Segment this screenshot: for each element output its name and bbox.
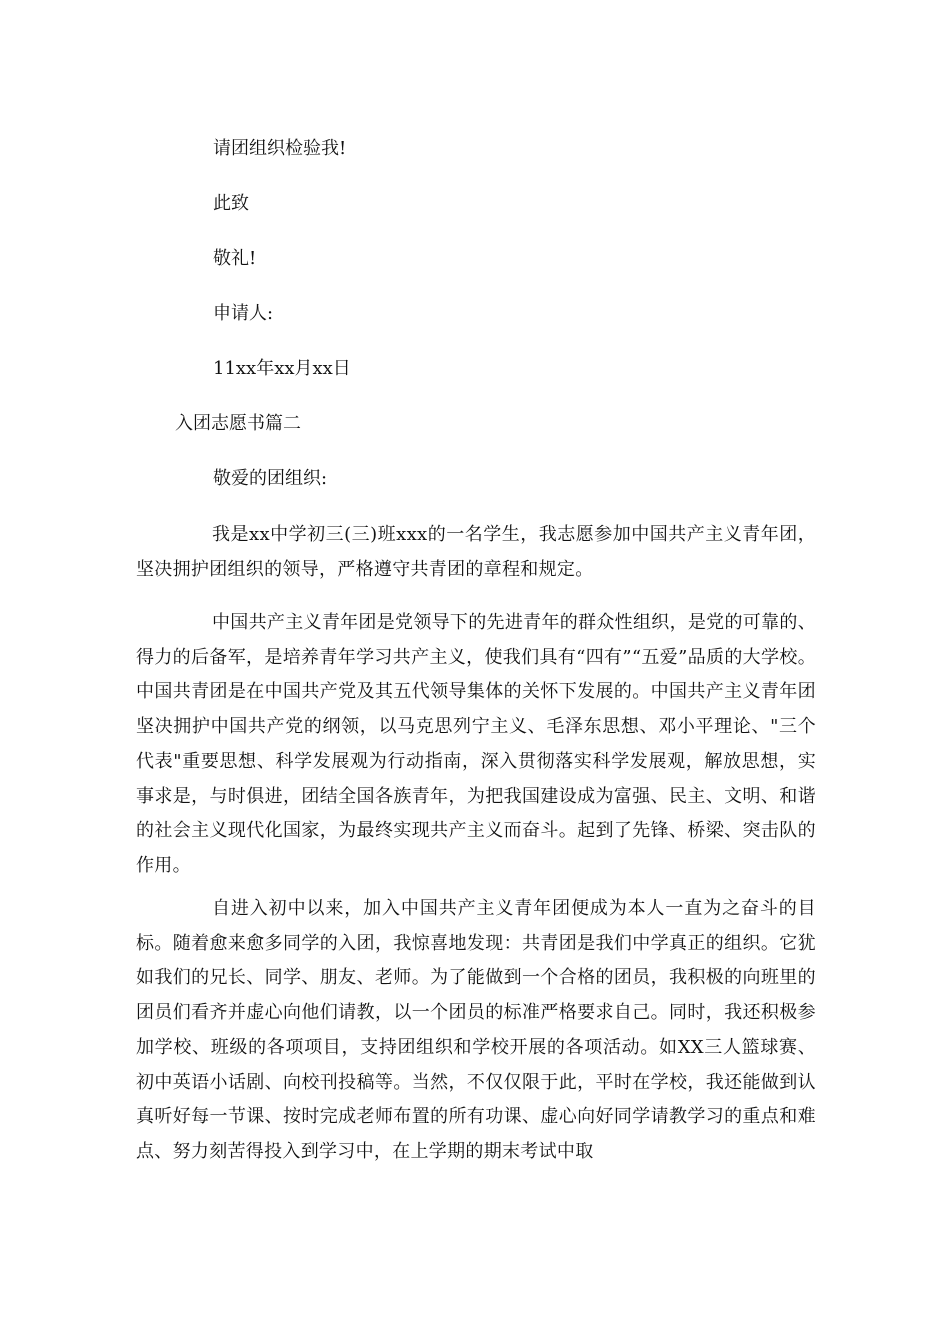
body-paragraph-1: 我是xx中学初三(三)班xxx的一名学生，我志愿参加中国共产主义青年团，坚决拥护团组织的领导，严格遵守共青团的章程和规定。 (136, 524, 816, 580)
greeting-line: 敬爱的团组织: (213, 468, 328, 489)
body-paragraph-2: 中国共产主义青年团是党领导下的先进青年的群众性组织，是党的可靠的、得力的后备军，是培养青年学习共产主义，使我们具有“四有”“五爱”品质的大学校。中国共青团是在中国共产党及其五代领导集体的关怀下发展的。中国共产主义青年团坚决拥护中国共产党的纲领，以马克思列宁主义、毛泽东思想、邓小平理论、"三个代表"重要思想、科学发展观为行动指南，深入贯彻落实科学发展观，解放思想，实事求是，与时俱进，团结全国各族青年，为把我国建设成为富强、民主、文明、和谐的社会主义现代化国家，为最终实现共产主义而奋斗。起到了先锋、桥梁、突击队的作用。 (136, 612, 816, 876)
closing-salutation-line: 此致 (213, 193, 249, 214)
date-line: 11xx年xx月xx日 (213, 358, 351, 379)
applicant-line: 申请人: (213, 303, 274, 324)
body-paragraph-3: 自进入初中以来，加入中国共产主义青年团便成为本人一直为之奋斗的目标。随着愈来愈多同学的入团，我惊喜地发现：共青团是我们中学真正的组织。它犹如我们的兄长、同学、朋友、老师。为了能做到一个合格的团员，我积极的向班里的团员们看齐并虚心向他们请教，以一个团员的标准严格要求自己。同时，我还积极参加学校、班级的各项项目，支持团组织和学校开展的各项活动。如XX三人篮球赛、初中英语小话剧、向校刊投稿等。当然，不仅仅限于此，平时在学校，我还能做到认真听好每一节课、按时完成老师布置的所有功课、虚心向好同学请教学习的重点和难点、努力刻苦得投入到学习中，在上学期的期末考试中取 (136, 898, 816, 1162)
closing-regards-line: 敬礼! (213, 248, 257, 269)
section-title: 入团志愿书篇二 (175, 413, 301, 434)
closing-examine-line: 请团组织检验我! (213, 138, 347, 159)
